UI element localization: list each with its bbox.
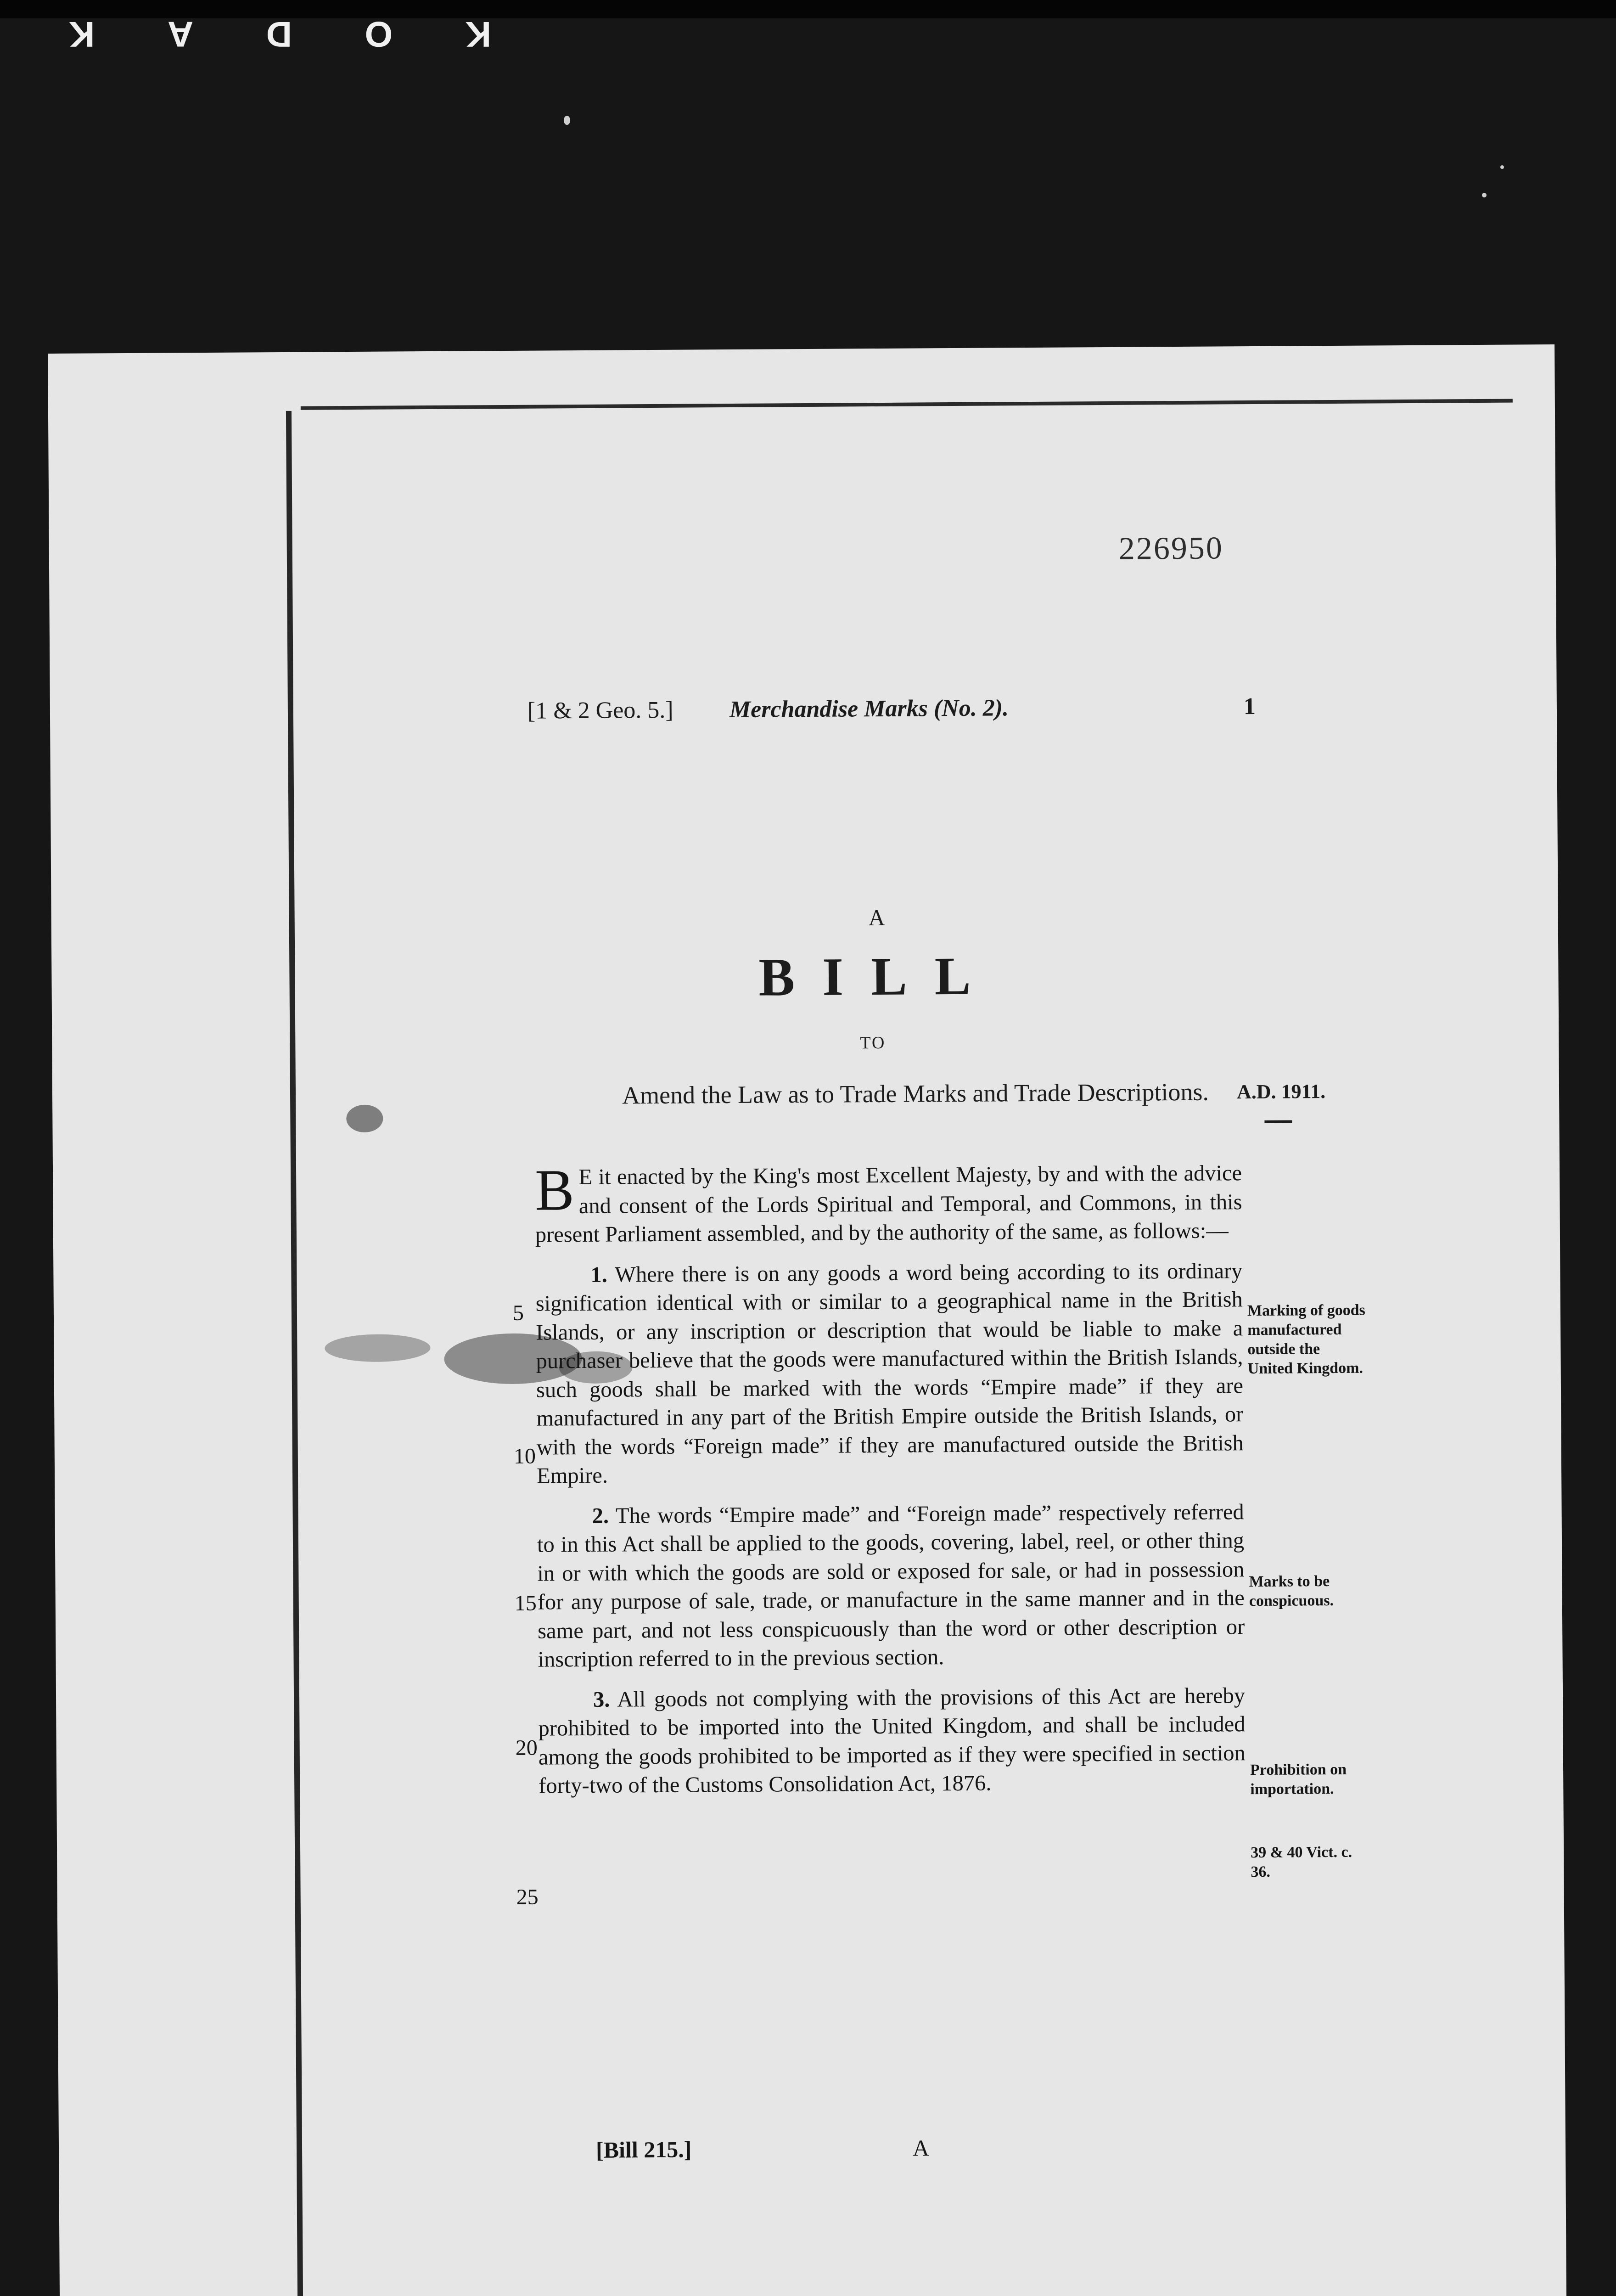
regnal-reference: [1 & 2 Geo. 5.]	[527, 697, 673, 724]
line-number: 5	[512, 1300, 524, 1325]
section-text: Where there is on any goods a word being according to its ordinary signification identical with or similar to a geographical name in the British Islands, or any inscription or description that would be liable to make a purchaser believe that the goods were manufactured within the British Islands, such goods shall be marked with the words “Empire made” if they are manufactured in any part of the British Empire outside the British Islands, or with the words “Foreign made” if they are manufactured outside the British Empire.	[535, 1258, 1244, 1488]
section-2	[537, 1498, 1245, 1674]
section-text: The words “Empire made” and “Foreign made” respectively referred to in this Act shall be applied to the goods, covering, label, reel, or other thing in or with which the goods are sold or exposed for sale, or had in possession for any purpose of sale, trade, or manufacture in the same manner and in the same part, and not less conspicuously than the word or other description or inscription referred to in the previous section.	[537, 1499, 1245, 1672]
heading-bill: BILL	[758, 945, 999, 1007]
ink-blot	[325, 1334, 430, 1362]
archive-stamp-number: 226950	[1118, 530, 1224, 567]
enacting-text: E it enacted by the King's most Excellent Majesty, by and with the advice and consent of the Lords Spiritual and Temporal, and Commons, in this present Parliament assembled, and by the authority of the same, as follows:—	[535, 1161, 1242, 1247]
film-speck	[1482, 193, 1487, 197]
marginal-note: Marking of goods manufactured outside the United Kingdom.	[1247, 1301, 1365, 1378]
line-number: 10	[513, 1444, 536, 1469]
marginal-note: Prohibition on importation.	[1250, 1761, 1347, 1798]
marginal-note: Marks to be conspicuous.	[1249, 1573, 1334, 1610]
ink-blot	[346, 1105, 383, 1132]
year-note: A.D. 1911.	[1236, 1080, 1326, 1103]
line-number: 15	[514, 1591, 537, 1615]
document-page	[48, 344, 1567, 2296]
line-number: 25	[516, 1885, 539, 1909]
bill-body	[535, 1159, 1246, 1801]
year-rule	[1264, 1120, 1292, 1123]
film-speck	[564, 116, 570, 125]
bill-number: [Bill 215.]	[595, 2136, 692, 2163]
line-number: 20	[515, 1735, 538, 1760]
marginal-note: 39 & 40 Vict. c. 36.	[1251, 1843, 1352, 1881]
page-rule-top	[301, 399, 1513, 410]
page-rule-left	[286, 411, 303, 2296]
drop-cap: B	[534, 1157, 575, 1223]
running-head	[527, 693, 1280, 734]
section-number: 2.	[592, 1503, 609, 1528]
film-brand-letter: A	[167, 14, 194, 55]
act-short-title: Merchandise Marks (No. 2).	[729, 695, 1009, 723]
enacting-formula	[535, 1159, 1242, 1249]
long-title: Amend the Law as to Trade Marks and Trade Descriptions.	[622, 1078, 1209, 1109]
section-number: 1.	[590, 1262, 607, 1287]
signature-mark: A	[912, 2135, 930, 2161]
heading-article: A	[868, 904, 885, 931]
film-brand-letter: D	[266, 14, 292, 55]
section-number: 3.	[593, 1687, 610, 1712]
film-brand-letter: O	[365, 14, 393, 55]
heading-to: TO	[860, 1033, 886, 1053]
film-brand-letter: K	[465, 14, 491, 55]
section-text: All goods not complying with the provisions of this Act are hereby prohibited to be imported into the United Kingdom, and shall be included among the goods prohibited to be imported as if they were specified in section forty-two of the Customs Consolidation Act, 1876.	[538, 1683, 1246, 1798]
page-number: 1	[1243, 693, 1256, 720]
section-3	[538, 1682, 1246, 1801]
film-speck	[1500, 165, 1504, 169]
film-brand	[69, 9, 491, 60]
film-brand-letter: K	[69, 14, 95, 55]
section-1	[535, 1257, 1244, 1491]
